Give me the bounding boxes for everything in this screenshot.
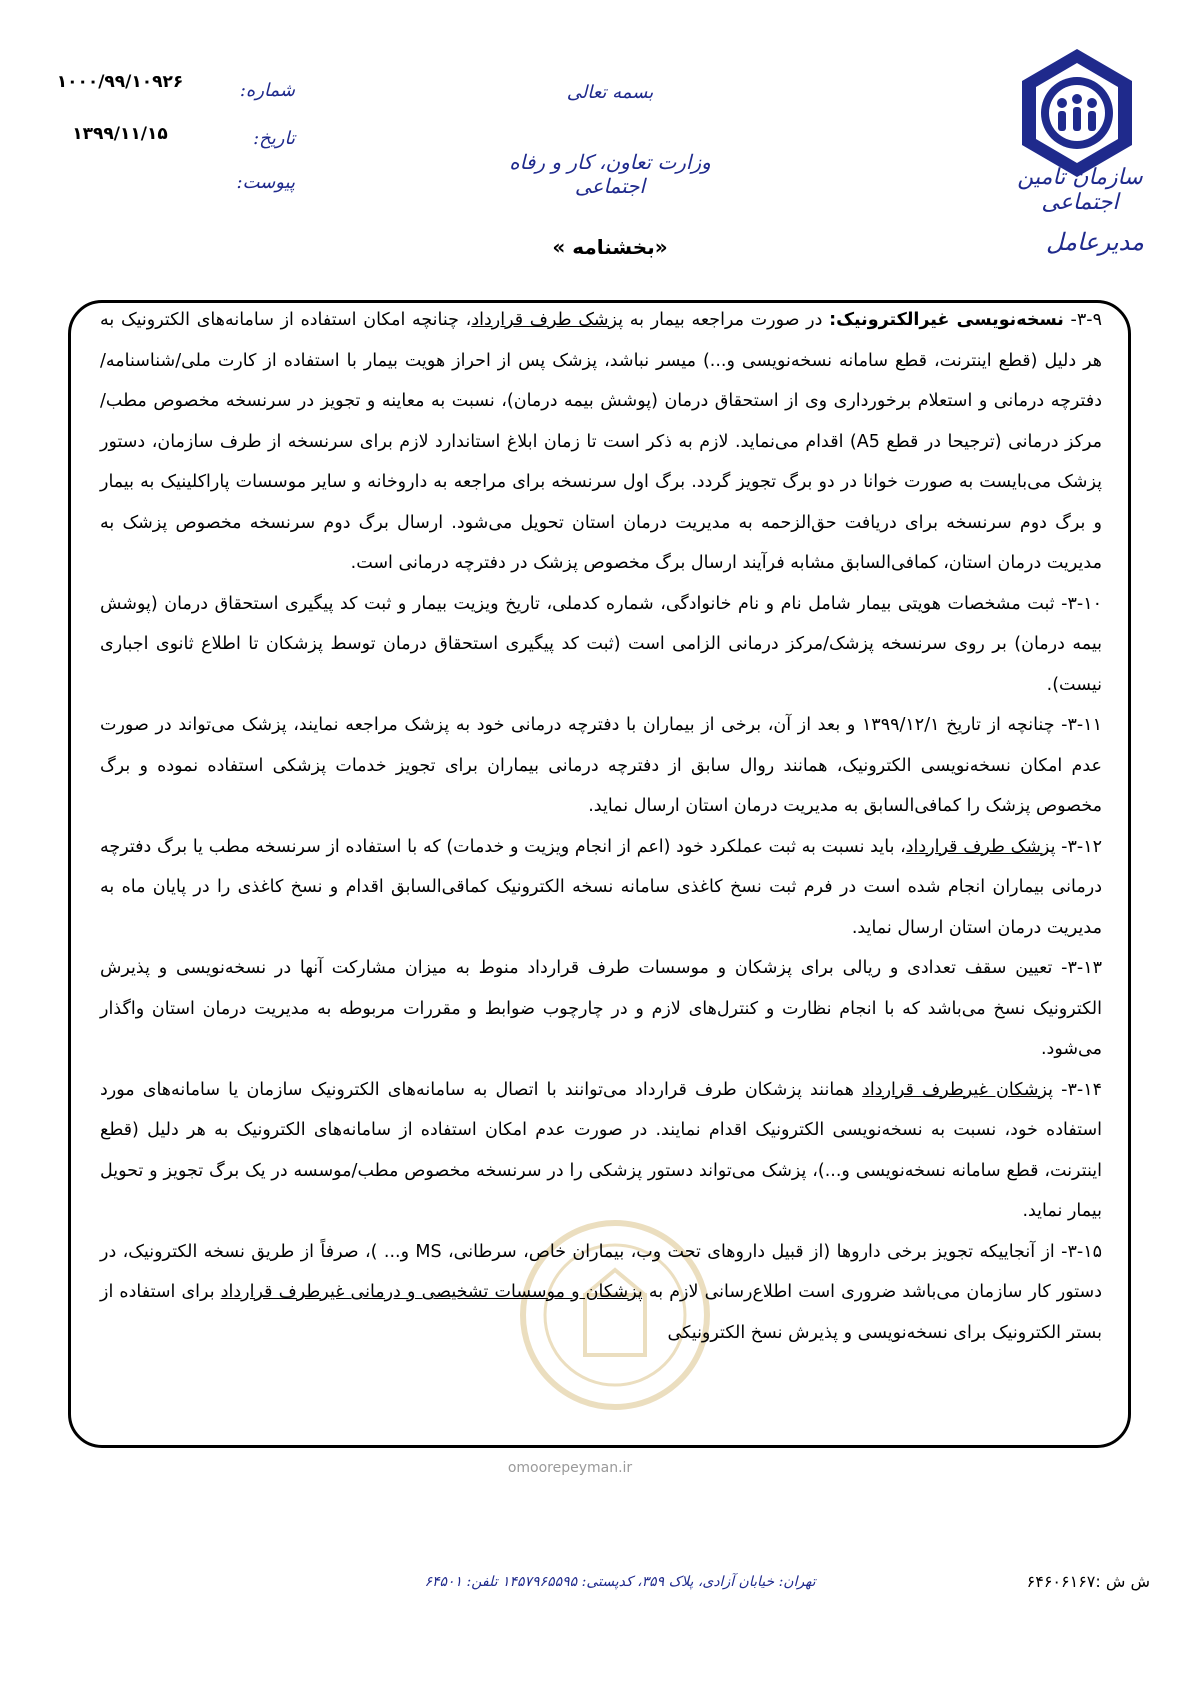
ministry-name: وزارت تعاون، کار و رفاه اجتماعی [509, 150, 711, 198]
underlined-phrase: پزشکان غیرطرف قرارداد [862, 1079, 1054, 1100]
clause-3-12 [100, 827, 1102, 949]
signer-title: مدیرعامل [1045, 228, 1145, 256]
footer-address: تهران: خیابان آزادی، پلاک ۳۵۹، کدپستی: ۱۴۵۷۹۶۵۵۹۵ تلفن: ۶۴۵۰۱ [424, 1574, 816, 1590]
clause-heading: نسخه‌نویسی غیرالکترونیک: [829, 310, 1064, 330]
date-label: تاریخ: [253, 128, 295, 149]
footer-code: ش ش :۶۴۶۰۶۱۶۷ [1026, 1572, 1150, 1591]
clause-text: ، چنانچه امکان استفاده از سامانه‌های الکترونیک به هر دلیل (قطع اینترنت، قطع سامانه نسخه‌نویسی و...) میسر نباشد، پزشک پس از احراز هویت بیمار با استفاده از کارت ملی/شناسنامه/دفترچه درمانی و استعلام برخورداری وی از استحقاق درمان (پوشش بیمه درمان)، نسبت به معاینه و تجویز در سرنسخه مخصوص مطب/مرکز درمانی (ترجیحا در قطع A5) اقدام می‌نماید. لازم به ذکر است تا زمان ابلاغ استاندارد لازم برای سرنسخه از طرف سازمان، دستور پزشک می‌بایست به صورت خوانا در دو برگ تجویز گردد. برگ اول سرنسخه برای مراجعه به داروخانه و سایر موسسات پاراکلینیک به بیمار و برگ دوم سرنسخه برای دریافت حق‌الزحمه به مدیریت درمان استان تحویل می‌شود. ارسال برگ دوم سرنسخه مخصوص پزشک به مدیریت درمان استان، کمافی‌السابق مشابه فرآیند ارسال برگ مخصوص پزشک در دفترچه درمانی است. [100, 310, 1102, 573]
circular-body [100, 300, 1102, 1353]
clause-3-15 [100, 1232, 1102, 1354]
underlined-phrase: پزشک طرف قرارداد [471, 310, 624, 330]
clause-3-10: ۳-۱۰- ثبت مشخصات هویتی بیمار شامل نام و نام خانوادگی، شماره کدملی، تاریخ ویزیت بیمار و ثبت کد پیگیری استحقاق درمان (پوشش بیمه درمان) بر روی سرنسخه پزشک/مرکز درمانی الزامی است (ثبت کد پیگیری استحقاق درمان توسط پزشکان تا اطلاع ثانوی اجباری نیست). [100, 593, 1102, 695]
clause-3-11: ۳-۱۱- چنانچه از تاریخ ۱۳۹۹/۱۲/۱ و بعد از آن، برخی از بیماران با دفترچه درمانی خود به پزشک مراجعه نمایند، پزشک می‌تواند در صورت عدم امکان نسخه‌نویسی الکترونیک، همانند روال سابق از دفترچه درمانی بیماران برای تجویز خدمات پزشکی استفاده نموده و برگ مخصوص پزشک را کمافی‌السابق به مدیریت درمان استان ارسال نماید. [100, 715, 1102, 816]
site-watermark-text: omoorepeyman.ir [507, 1460, 633, 1476]
clause-text: ۳-۱۵- از آنجاییکه تجویز برخی داروها (از قبیل داروهای تحت وب، بیماران خاص، سرطانی، MS و... )، صرفاً از طریق نسخه الکترونیک، در دستور کار سازمان می‌باشد ضروری است اطلاع‌رسانی لازم به [100, 1241, 1102, 1302]
organization-name: سازمان تأمین اجتماعی [1017, 165, 1143, 215]
document-type-title: «بخشنامه » [552, 235, 668, 259]
number-label: شماره: [239, 80, 295, 101]
clause-text: در صورت مراجعه بیمار به [623, 310, 830, 330]
clause-number: ۳-۱۴- [1053, 1079, 1102, 1100]
bismillah-heading: بسمه تعالی [566, 82, 654, 103]
clause-3-14 [100, 1070, 1102, 1232]
clause-text: همانند پزشکان طرف قرارداد می‌توانند با اتصال به سامانه‌های الکترونیک سازمان یا سامانه‌های مورد استفاده خود، نسبت به نسخه‌نویسی الکترونیک اقدام نمایند. در صورت عدم امکان استفاده از سامانه‌های الکترونیک به هر دلیل (قطع اینترنت، قطع سامانه نسخه‌نویسی و...)، پزشک می‌تواند دستور پزشکی را در سرنسخه مخصوص مطب/موسسه در یک برگ تجویز و تحویل بیمار نماید. [100, 1079, 1102, 1221]
clause-text: ، باید نسبت به ثبت عملکرد خود (اعم از انجام ویزیت و خدمات) که با استفاده از سرنسخه مطب یا برگ دفترچه درمانی بیماران انجام شده است در فرم ثبت نسخ کاغذی سامانه نسخه الکترونیک کماقی‌السابق اقدام و نسخ کاغذی را در پایان ماه به مدیریت درمان استان ارسال نماید. [100, 836, 1102, 938]
underlined-phrase: پزشک طرف قرارداد [905, 836, 1056, 857]
letter-number: ۱۰۰۰/۹۹/۱۰۹۲۶ [56, 72, 184, 92]
clause-text: برای استفاده از بستر الکترونیک برای نسخه‌نویسی و پذیرش نسخ الکترونیکی [100, 1282, 1102, 1343]
clause-3-13: ۳-۱۳- تعیین سقف تعدادی و ریالی برای پزشکان و موسسات طرف قرارداد منوط به میزان مشارکت آنها در نسخه‌نویسی و پذیرش الکترونیک نسخ می‌باشد که با انجام نظارت و کنترل‌های لازم و در چارچوب ضوابط و مقررات مربوطه به مدیریت درمان استان واگذار می‌شود. [100, 958, 1102, 1059]
attachment-label: پیوست: [236, 172, 295, 193]
clause-number: ۳-۱۲- [1055, 836, 1102, 857]
underlined-phrase: پزشکان و موسسات تشخیصی و درمانی غیرطرف قرارداد [220, 1282, 643, 1302]
letter-date: ۱۳۹۹/۱۱/۱۵ [72, 124, 168, 144]
clause-number: ۳-۹- [1063, 310, 1102, 330]
clause-3-9 [100, 300, 1102, 584]
